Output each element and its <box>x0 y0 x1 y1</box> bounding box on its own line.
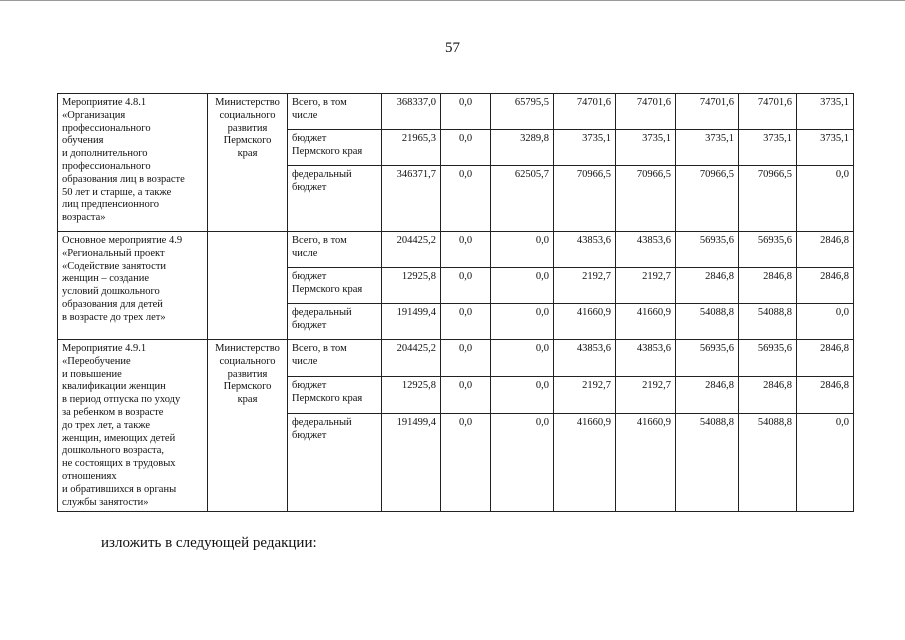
funding-value: 0,0 <box>491 340 554 377</box>
funding-value: 0,0 <box>491 232 554 268</box>
funding-value: 2846,8 <box>797 376 854 413</box>
funding-value: 0,0 <box>441 376 491 413</box>
funding-value: 43853,6 <box>554 232 616 268</box>
funding-value: 41660,9 <box>554 413 616 512</box>
funding-value: 204425,2 <box>382 232 441 268</box>
funding-source: федеральный бюджет <box>288 413 382 512</box>
funding-value: 0,0 <box>797 304 854 340</box>
funding-value: 56935,6 <box>676 340 739 377</box>
funding-value: 204425,2 <box>382 340 441 377</box>
table-row <box>58 340 854 377</box>
funding-value: 74701,6 <box>554 94 616 130</box>
funding-source: бюджет Пермского края <box>288 376 382 413</box>
funding-value: 3735,1 <box>676 130 739 166</box>
funding-value: 2192,7 <box>616 376 676 413</box>
funding-value: 0,0 <box>797 166 854 232</box>
funding-value: 3735,1 <box>554 130 616 166</box>
funding-value: 54088,8 <box>739 413 797 512</box>
scan-top-edge <box>0 0 905 1</box>
funding-source: Всего, в том числе <box>288 340 382 377</box>
funding-value: 2846,8 <box>797 268 854 304</box>
funding-value: 41660,9 <box>616 304 676 340</box>
funding-source: бюджет Пермского края <box>288 130 382 166</box>
funding-value: 0,0 <box>441 130 491 166</box>
funding-value: 54088,8 <box>739 304 797 340</box>
funding-value: 2846,8 <box>676 376 739 413</box>
funding-value: 62505,7 <box>491 166 554 232</box>
closing-text: изложить в следующей редакции: <box>101 535 317 551</box>
funding-value: 56935,6 <box>739 340 797 377</box>
funding-value: 74701,6 <box>616 94 676 130</box>
funding-value: 0,0 <box>441 340 491 377</box>
funding-value: 56935,6 <box>739 232 797 268</box>
funding-value: 0,0 <box>491 304 554 340</box>
activity-description: Мероприятие 4.9.1 «Переобучение и повышение квалификации женщин в период отпуска по уходу за ребенком в возрасте до трех лет, а также женщин, имеющих детей дошкольного возраста, не состоящих в трудовых отношениях и обратившихся в органы службы занятости» <box>58 340 208 512</box>
table-body <box>58 94 854 512</box>
funding-value: 12925,8 <box>382 376 441 413</box>
funding-value: 43853,6 <box>616 340 676 377</box>
funding-value: 70966,5 <box>616 166 676 232</box>
funding-value: 0,0 <box>491 376 554 413</box>
funding-value: 0,0 <box>441 94 491 130</box>
funding-value: 2846,8 <box>676 268 739 304</box>
funding-value: 191499,4 <box>382 304 441 340</box>
funding-value: 41660,9 <box>554 304 616 340</box>
funding-value: 2846,8 <box>797 340 854 377</box>
funding-value: 346371,7 <box>382 166 441 232</box>
funding-value: 3735,1 <box>739 130 797 166</box>
funding-source: Всего, в том числе <box>288 232 382 268</box>
funding-value: 21965,3 <box>382 130 441 166</box>
funding-value: 368337,0 <box>382 94 441 130</box>
funding-value: 2846,8 <box>797 232 854 268</box>
funding-value: 0,0 <box>441 166 491 232</box>
funding-source: Всего, в том числе <box>288 94 382 130</box>
funding-source: бюджет Пермского края <box>288 268 382 304</box>
responsible-executor: Министерство социального развития Пермского края <box>208 340 288 512</box>
funding-value: 0,0 <box>797 413 854 512</box>
responsible-executor: Министерство социального развития Пермского края <box>208 94 288 232</box>
activity-description: Мероприятие 4.8.1 «Организация профессионального обучения и дополнительного профессионального образования лиц в возрасте 50 лет и старше, а также лиц предпенсионного возраста» <box>58 94 208 232</box>
funding-value: 41660,9 <box>616 413 676 512</box>
funding-value: 56935,6 <box>676 232 739 268</box>
activity-description: Основное мероприятие 4.9 «Региональный проект «Содействие занятости женщин – создание условий дошкольного образования для детей в возрасте до трех лет» <box>58 232 208 340</box>
funding-value: 74701,6 <box>676 94 739 130</box>
funding-value: 3289,8 <box>491 130 554 166</box>
funding-value: 0,0 <box>491 413 554 512</box>
table-row <box>58 94 854 130</box>
funding-source: федеральный бюджет <box>288 304 382 340</box>
funding-value: 2846,8 <box>739 268 797 304</box>
funding-value: 2192,7 <box>616 268 676 304</box>
funding-value: 3735,1 <box>616 130 676 166</box>
funding-source: федеральный бюджет <box>288 166 382 232</box>
funding-value: 70966,5 <box>739 166 797 232</box>
funding-value: 0,0 <box>441 268 491 304</box>
funding-value: 70966,5 <box>676 166 739 232</box>
funding-value: 3735,1 <box>797 94 854 130</box>
funding-value: 0,0 <box>441 413 491 512</box>
page-number: 57 <box>445 40 460 56</box>
funding-value: 2846,8 <box>739 376 797 413</box>
funding-value: 3735,1 <box>797 130 854 166</box>
funding-value: 65795,5 <box>491 94 554 130</box>
funding-value: 0,0 <box>491 268 554 304</box>
table-row <box>58 232 854 268</box>
funding-value: 43853,6 <box>616 232 676 268</box>
budget-table <box>57 93 854 512</box>
funding-value: 0,0 <box>441 232 491 268</box>
funding-value: 70966,5 <box>554 166 616 232</box>
funding-value: 191499,4 <box>382 413 441 512</box>
funding-value: 54088,8 <box>676 413 739 512</box>
funding-value: 54088,8 <box>676 304 739 340</box>
funding-value: 2192,7 <box>554 268 616 304</box>
funding-value: 12925,8 <box>382 268 441 304</box>
funding-value: 0,0 <box>441 304 491 340</box>
funding-value: 74701,6 <box>739 94 797 130</box>
funding-value: 2192,7 <box>554 376 616 413</box>
funding-value: 43853,6 <box>554 340 616 377</box>
responsible-executor <box>208 232 288 340</box>
